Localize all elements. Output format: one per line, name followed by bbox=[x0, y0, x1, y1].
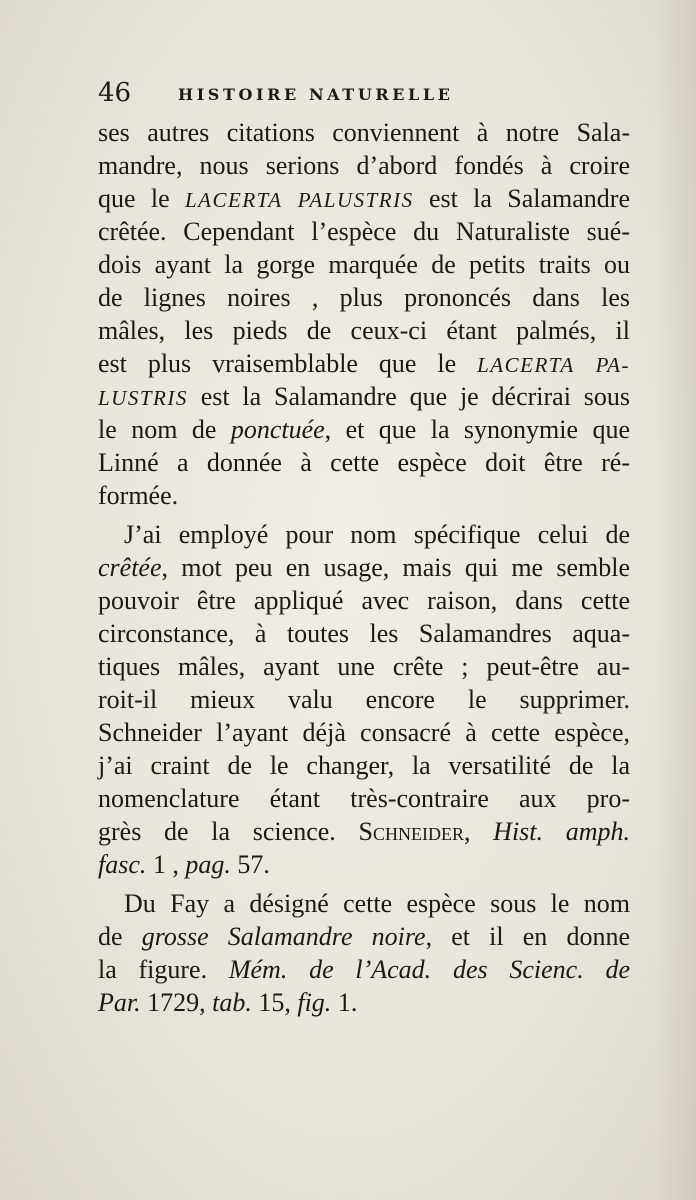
text-line: de lignes noires , plus prononcés dans les bbox=[98, 283, 630, 312]
text-line: est plus vraisemblable que le LACERTA PA- bbox=[98, 349, 631, 378]
text-line: Linné a donnée à cette espèce doit être ré- bbox=[98, 448, 630, 477]
running-title: HISTOIRE NATURELLE bbox=[178, 85, 454, 104]
italic-term: crêtée bbox=[98, 553, 162, 582]
text-line: de grosse Salamandre noire, et il en donne bbox=[98, 922, 630, 951]
text-line: pouvoir être appliqué avec raison, dans cette bbox=[98, 586, 630, 615]
text-line: Par. 1729, tab. 15, fig. 1. bbox=[98, 988, 358, 1017]
text-line: mandre, nous serions d’abord fondés à croire bbox=[98, 151, 630, 180]
species-name: LUSTRIS bbox=[98, 386, 188, 410]
italic-term: grosse Salamandre noire bbox=[141, 922, 426, 951]
text-line: LUSTRIS est la Salamandre que je décrirai sous bbox=[98, 382, 630, 411]
text-line: dois ayant la gorge marquée de petits traits ou bbox=[98, 250, 630, 279]
body-text bbox=[98, 116, 630, 1019]
page-spine-shadow bbox=[656, 0, 696, 1200]
text-line: Du Fay a désigné cette espèce sous le nom bbox=[124, 889, 630, 918]
text-line: j’ai craint de le changer, la versatilité de la bbox=[98, 751, 630, 780]
text-line: grès de la science. Schneider, Hist. amph. bbox=[98, 817, 631, 846]
text-line: la figure. Mém. de l’Acad. des Scienc. de bbox=[98, 955, 630, 984]
text-line: fasc. 1 , pag. 57. bbox=[98, 850, 270, 879]
text-line: circonstance, à toutes les Salamandres aqua- bbox=[98, 619, 630, 648]
citation: Mém. de l’Acad. des Scienc. de bbox=[228, 955, 630, 984]
text-line: mâles, les pieds de ceux-ci étant palmés, il bbox=[98, 316, 630, 345]
running-header bbox=[98, 76, 568, 110]
italic-term: ponctuée bbox=[230, 415, 325, 444]
author-name: Schneider bbox=[358, 817, 464, 846]
text-line: J’ai employé pour nom spécifique celui de bbox=[124, 520, 630, 549]
text-line: Schneider l’ayant déjà consacré à cette espèce, bbox=[98, 718, 630, 747]
species-name: LACERTA PALUSTRIS bbox=[184, 188, 414, 212]
text-line: ses autres citations conviennent à notre Sala- bbox=[98, 118, 630, 147]
text-line: formée. bbox=[98, 481, 179, 510]
species-name: LACERTA PA- bbox=[477, 353, 631, 377]
text-line: roit-il mieux valu encore le supprimer. bbox=[98, 685, 630, 714]
page-number: 46 bbox=[98, 78, 132, 108]
text-line: le nom de ponctuée, et que la synonymie que bbox=[98, 415, 630, 444]
text-line: crêtée, mot peu en usage, mais qui me semble bbox=[98, 553, 630, 582]
text-line: crêtée. Cependant l’espèce du Naturaliste sué- bbox=[98, 217, 630, 246]
text-line: tiques mâles, ayant une crête ; peut-être au- bbox=[98, 652, 630, 681]
text-line: que le LACERTA PALUSTRIS est la Salamandre bbox=[98, 184, 630, 213]
citation: Hist. amph. bbox=[493, 817, 631, 846]
text-line: nomenclature étant très-contraire aux pro- bbox=[98, 784, 630, 813]
